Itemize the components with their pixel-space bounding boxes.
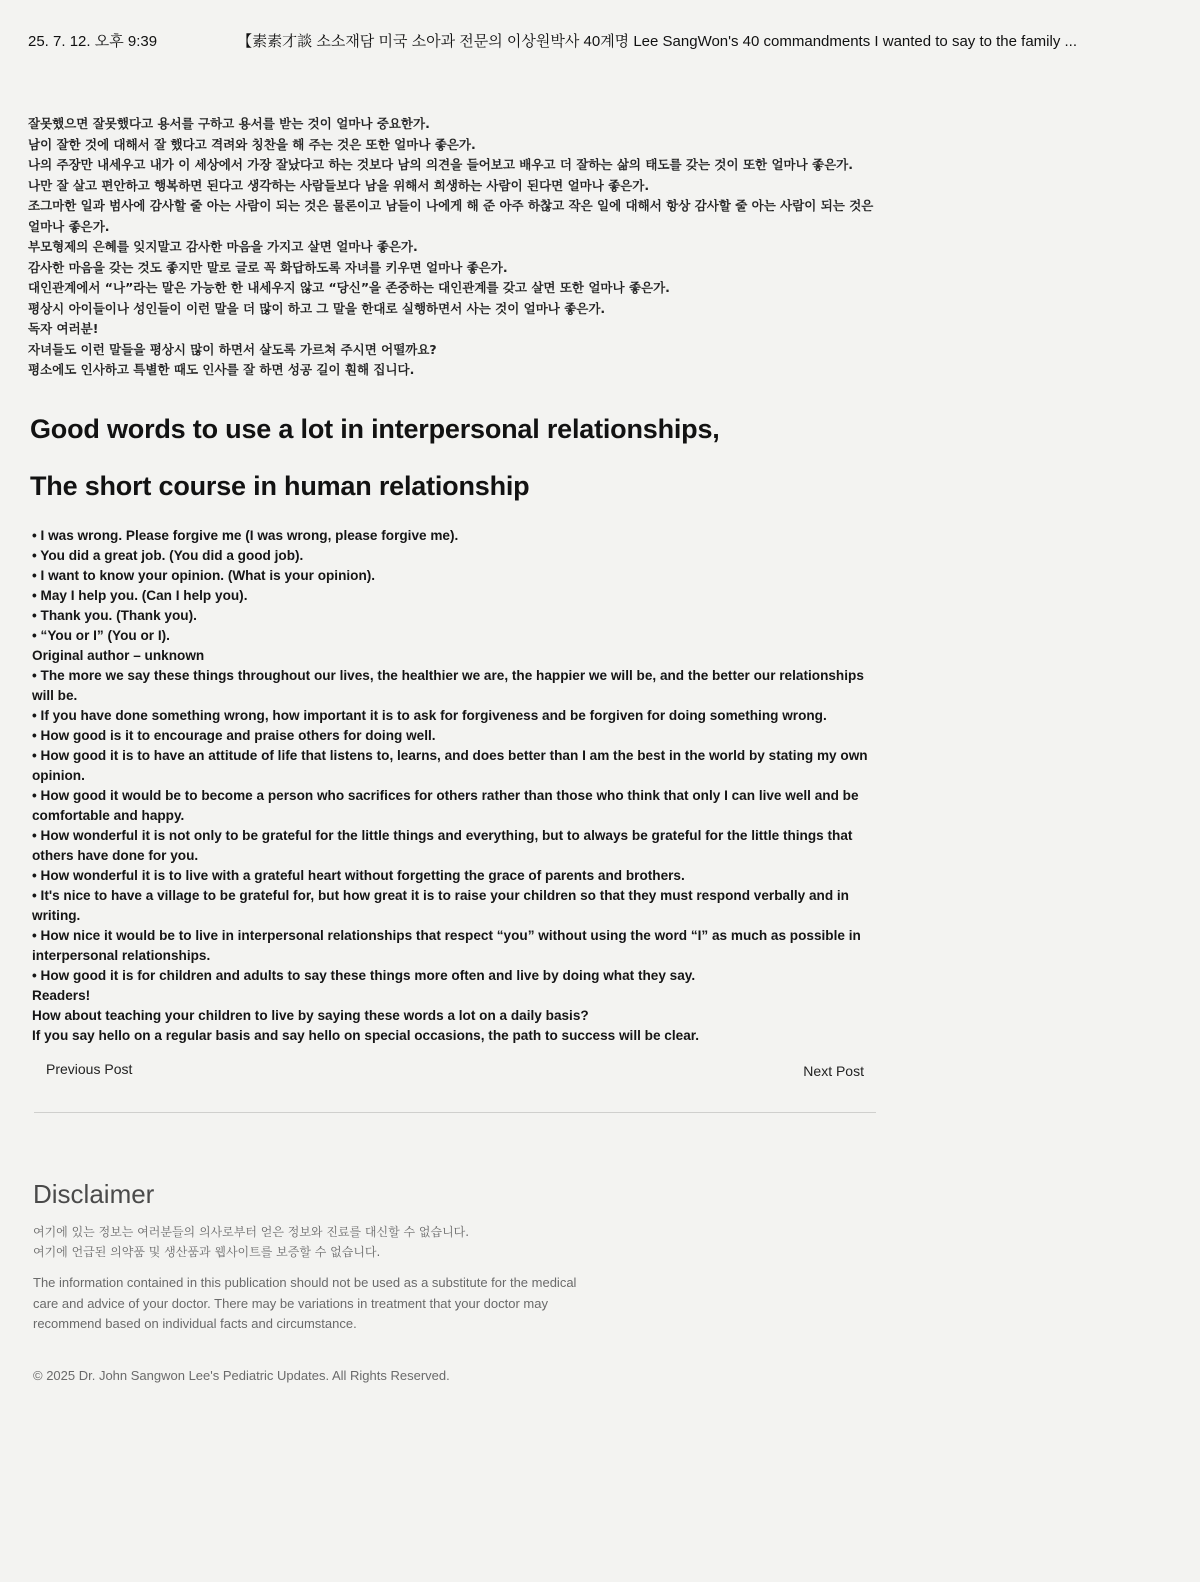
english-paragraph: • How good it would be to become a person who sacrifices for others rather than those who think that only I can live well and be comfortable and happy. <box>32 788 859 823</box>
disclaimer-korean-line: 여기에 언급된 의약품 및 생산품과 웹사이트를 보증할 수 없습니다. <box>33 1245 381 1259</box>
english-paragraph: Readers! <box>32 988 91 1003</box>
korean-paragraph: 잘못했으면 잘못했다고 용서를 구하고 용서를 받는 것이 얼마나 중요한가. <box>28 116 430 131</box>
disclaimer-korean-text <box>33 1222 593 1262</box>
korean-article-body <box>28 114 888 381</box>
korean-paragraph: 독자 여러분! <box>28 321 99 336</box>
english-paragraph: • May I help you. (Can I help you). <box>32 588 248 603</box>
korean-paragraph: 남이 잘한 것에 대해서 잘 했다고 격려와 칭찬을 해 주는 것은 또한 얼마나 좋은가. <box>28 136 476 152</box>
korean-paragraph: 감사한 마음을 갖는 것도 좋지만 말로 글로 꼭 화답하도록 자녀를 키우면 얼마나 좋은가. <box>28 259 508 275</box>
disclaimer-english-text: The information contained in this publication should not be used as a substitute for the medical care and advice of your doctor. There may be variations in treatment that your doctor may recommend based on individual facts and circumstance. <box>33 1275 577 1331</box>
english-paragraph: • How wonderful it is not only to be grateful for the little things and everything, but to always be grateful for the little things that others have done for you. <box>32 828 853 863</box>
korean-paragraph: 평상시 아이들이나 성인들이 이런 말을 더 많이 하고 그 말을 한대로 실행하면서 사는 것이 얼마나 좋은가. <box>28 300 606 316</box>
english-paragraph: • How wonderful it is to live with a grateful heart without forgetting the grace of parents and brothers. <box>32 868 685 883</box>
english-paragraph: • You did a great job. (You did a good job). <box>32 548 304 563</box>
english-paragraph: • If you have done something wrong, how important it is to ask for forgiveness and be forgiven for doing something wrong. <box>32 708 827 723</box>
english-paragraph: • How good it is for children and adults to say these things more often and live by doing what they say. <box>32 968 696 983</box>
english-article-body <box>32 526 882 1046</box>
korean-paragraph: 나의 주장만 내세우고 내가 이 세상에서 가장 잘났다고 하는 것보다 남의 의견을 들어보고 배우고 더 잘하는 삶의 태도를 갖는 것이 또한 얼마나 좋은가. <box>28 157 853 172</box>
korean-paragraph: 평소에도 인사하고 특별한 때도 인사를 잘 하면 성공 길이 훤해 집니다. <box>28 362 415 377</box>
next-post-link[interactable]: Next Post <box>803 1063 864 1079</box>
english-paragraph: • How good is it to encourage and praise others for doing well. <box>32 728 436 743</box>
english-paragraph: • It's nice to have a village to be grateful for, but how great it is to raise your children so that they must respond verbally and in writing. <box>32 888 849 923</box>
english-paragraph: • How nice it would be to live in interpersonal relationships that respect “you” without using the word “I” as much as possible in interpersonal relationships. <box>32 928 861 963</box>
print-header <box>28 30 1178 51</box>
disclaimer-title: Disclaimer <box>33 1179 155 1209</box>
english-paragraph: • I was wrong. Please forgive me (I was wrong, please forgive me). <box>32 528 459 543</box>
english-paragraph: • How good it is to have an attitude of life that listens to, learns, and does better than I am the best in the world by stating my own opinion. <box>32 748 868 783</box>
korean-paragraph: 부모형제의 은혜를 잊지말고 감사한 마음을 가지고 살면 얼마나 좋은가. <box>28 239 418 254</box>
korean-paragraph: 자녀들도 이런 말들을 평상시 많이 하면서 살도록 가르쳐 주시면 어떨까요? <box>28 341 437 357</box>
english-paragraph: • I want to know your opinion. (What is your opinion). <box>32 568 376 583</box>
footer-copyright: © 2025 Dr. John Sangwon Lee's Pediatric Updates. All Rights Reserved. <box>33 1368 450 1383</box>
english-paragraph: Original author – unknown <box>32 648 205 663</box>
disclaimer-korean-line: 여기에 있는 정보는 여러분들의 의사로부터 얻은 정보와 진료를 대신할 수 없습니다. <box>33 1225 470 1239</box>
english-paragraph: If you say hello on a regular basis and say hello on special occasions, the path to success will be clear. <box>32 1028 700 1043</box>
print-datetime: 25. 7. 12. 오후 9:39 <box>28 33 158 50</box>
section-heading-short-course: The short course in human relationship <box>30 471 530 501</box>
section-heading-good-words: Good words to use a lot in interpersonal relationships, <box>30 414 720 444</box>
korean-paragraph: 대인관계에서 “나”라는 말은 가능한 한 내세우지 않고 “당신”을 존중하는 대인관계를 갖고 살면 또한 얼마나 좋은가. <box>28 280 670 295</box>
print-page-title: 【素素才談 소소재담 미국 소아과 전문의 이상원박사 40계명 Lee SangWon's 40 commandments I wanted to say to the family ... <box>237 33 1077 50</box>
previous-post-link[interactable]: Previous Post <box>46 1061 133 1077</box>
english-paragraph: How about teaching your children to live by saying these words a lot on a daily basis? <box>32 1008 589 1023</box>
korean-paragraph: 조그마한 일과 범사에 감사할 줄 아는 사람이 되는 것은 물론이고 남들이 나에게 해 준 아주 하찮고 작은 일에 대해서 항상 감사할 줄 아는 사람이 되는 것은 얼마나 좋은가. <box>28 198 874 234</box>
korean-paragraph: 나만 잘 살고 편안하고 행복하면 된다고 생각하는 사람들보다 남을 위해서 희생하는 사람이 된다면 얼마나 좋은가. <box>28 177 650 193</box>
section-divider <box>34 1112 876 1113</box>
english-paragraph: • The more we say these things throughout our lives, the healthier we are, the happier we will be, and the better our relationships will be. <box>32 668 864 703</box>
english-paragraph: • “You or I” (You or I). <box>32 628 170 643</box>
english-paragraph: • Thank you. (Thank you). <box>32 608 197 623</box>
